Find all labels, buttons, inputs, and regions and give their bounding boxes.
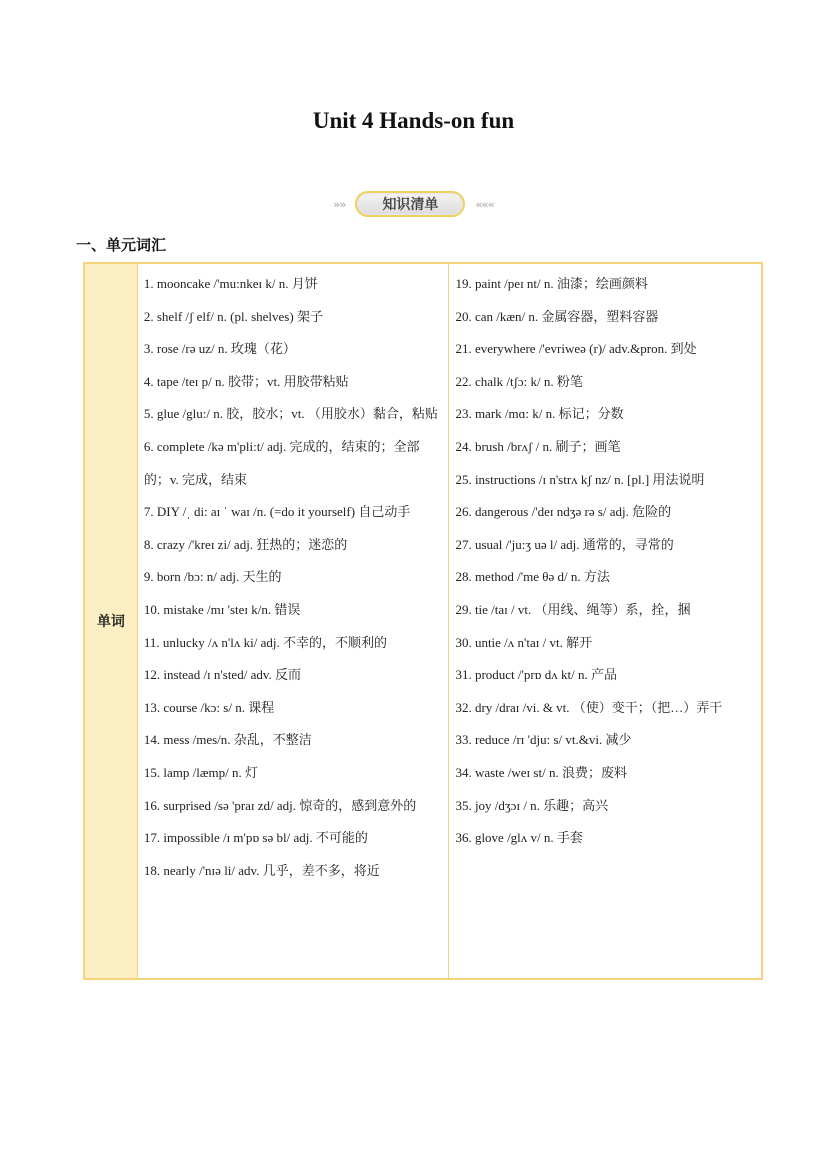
vocab-entry: 29. tie /taɪ / vt. （用线、绳等）系，拴，捆 xyxy=(455,601,691,617)
vocab-entry: 34. waste /weɪ st/ n. 浪费；废料 xyxy=(455,764,627,780)
vocab-entry: 12. instead /ɪ n'sted/ adv. 反而 xyxy=(143,667,301,683)
vocab-entry: 16. surprised /sə 'praɪ zd/ adj. 惊奇的，感到意外的 xyxy=(143,797,417,813)
section-heading: 一、单元词汇 xyxy=(76,236,167,254)
section-badge xyxy=(0,191,827,217)
vocab-entry: 14. mess /mes/n. 杂乱，不整洁 xyxy=(143,732,312,748)
vocab-entry: 31. product /'prɒ dʌ kt/ n. 产品 xyxy=(455,667,617,683)
vocab-entry: 17. impossible /ɪ m'pɒ sə bl/ adj. 不可能的 xyxy=(143,830,368,846)
vocab-entry: 15. lamp /læmp/ n. 灯 xyxy=(143,764,258,780)
vocab-column-left xyxy=(138,264,450,978)
vocab-entry: 13. course /kɔ: s/ n. 课程 xyxy=(143,699,275,715)
vocab-entry: 20. can /kæn/ n. 金属容器，塑料容器 xyxy=(455,308,659,324)
chevron-right-icon: »» xyxy=(333,197,346,211)
vocab-entry: 8. crazy /'kreɪ zi/ adj. 狂热的；迷恋的 xyxy=(143,536,348,552)
vocab-entry: 1. mooncake /'mu:nkeɪ k/ n. 月饼 xyxy=(143,276,318,291)
vocab-entry: 35. joy /dʒɔɪ / n. 乐趣；高兴 xyxy=(455,797,609,813)
vocab-entry: 10. mistake /mɪ 'steɪ k/n. 错误 xyxy=(143,601,301,617)
row-label: 单词 xyxy=(85,264,138,978)
vocab-entry: 33. reduce /rɪ 'dju: s/ vt.&vi. 减少 xyxy=(455,732,632,748)
vocab-entry: 25. instructions /ɪ n'strʌ kʃ nz/ n. [pl.] 用法说明 xyxy=(455,471,705,487)
vocab-entry: 7. DIY /ˌ di: aɪ ˈ waɪ /n. (=do it yourself) 自己动手 xyxy=(143,504,411,520)
vocab-entry: 18. nearly /'nɪə li/ adv. 几乎，差不多，将近 xyxy=(143,862,380,878)
vocab-entry: 30. untie /ʌ n'taɪ / vt. 解开 xyxy=(455,634,593,650)
page-title: Unit 4 Hands-on fun xyxy=(312,108,515,133)
vocab-entry: 9. born /bɔ: n/ adj. 天生的 xyxy=(143,569,282,585)
vocab-entry: 4. tape /teɪ p/ n. 胶带；vt. 用胶带粘贴 xyxy=(143,373,349,389)
vocab-entry: 11. unlucky /ʌ n'lʌ ki/ adj. 不幸的，不顺利的 xyxy=(143,634,387,650)
vocab-entry: 3. rose /rə uz/ n. 玫瑰（花） xyxy=(143,341,296,357)
vocab-entry: 2. shelf /ʃ elf/ n. (pl. shelves) 架子 xyxy=(143,308,323,324)
vocab-entry: 28. method /'me θə d/ n. 方法 xyxy=(455,569,610,585)
vocab-entry: 19. paint /peɪ nt/ n. 油漆；绘画颜料 xyxy=(455,276,648,291)
vocab-entry: 27. usual /'ju:ʒ uə l/ adj. 通常的，寻常的 xyxy=(455,536,674,552)
vocab-entry: 6. complete /kə m'pli:t/ adj. 完成的，结束的；全部的；v. 完成，结束 xyxy=(143,438,420,487)
vocab-entry: 21. everywhere /'evriweə (r)/ adv.&pron. 到处 xyxy=(455,341,697,357)
vocab-entry: 5. glue /glu:/ n. 胶，胶水；vt. （用胶水）黏合，粘贴 xyxy=(143,406,438,422)
vocab-entry: 24. brush /brʌʃ / n. 刷子；画笔 xyxy=(455,438,621,454)
vocab-entry: 36. glove /glʌ v/ n. 手套 xyxy=(455,830,583,846)
vocab-column-right xyxy=(449,264,761,978)
vocab-entry: 26. dangerous /'deɪ ndʒə rə s/ adj. 危险的 xyxy=(455,504,672,520)
knowledge-list-badge: 知识清单 xyxy=(355,191,465,217)
chevron-left-icon: ««« xyxy=(475,197,494,211)
vocab-entry: 22. chalk /tʃɔ: k/ n. 粉笔 xyxy=(455,373,583,389)
vocab-entry: 32. dry /draɪ /vi. & vt. （使）变干；（把…）弄干 xyxy=(455,699,723,715)
vocab-entry: 23. mark /mɑ: k/ n. 标记；分数 xyxy=(455,406,624,422)
vocabulary-table xyxy=(83,262,763,980)
